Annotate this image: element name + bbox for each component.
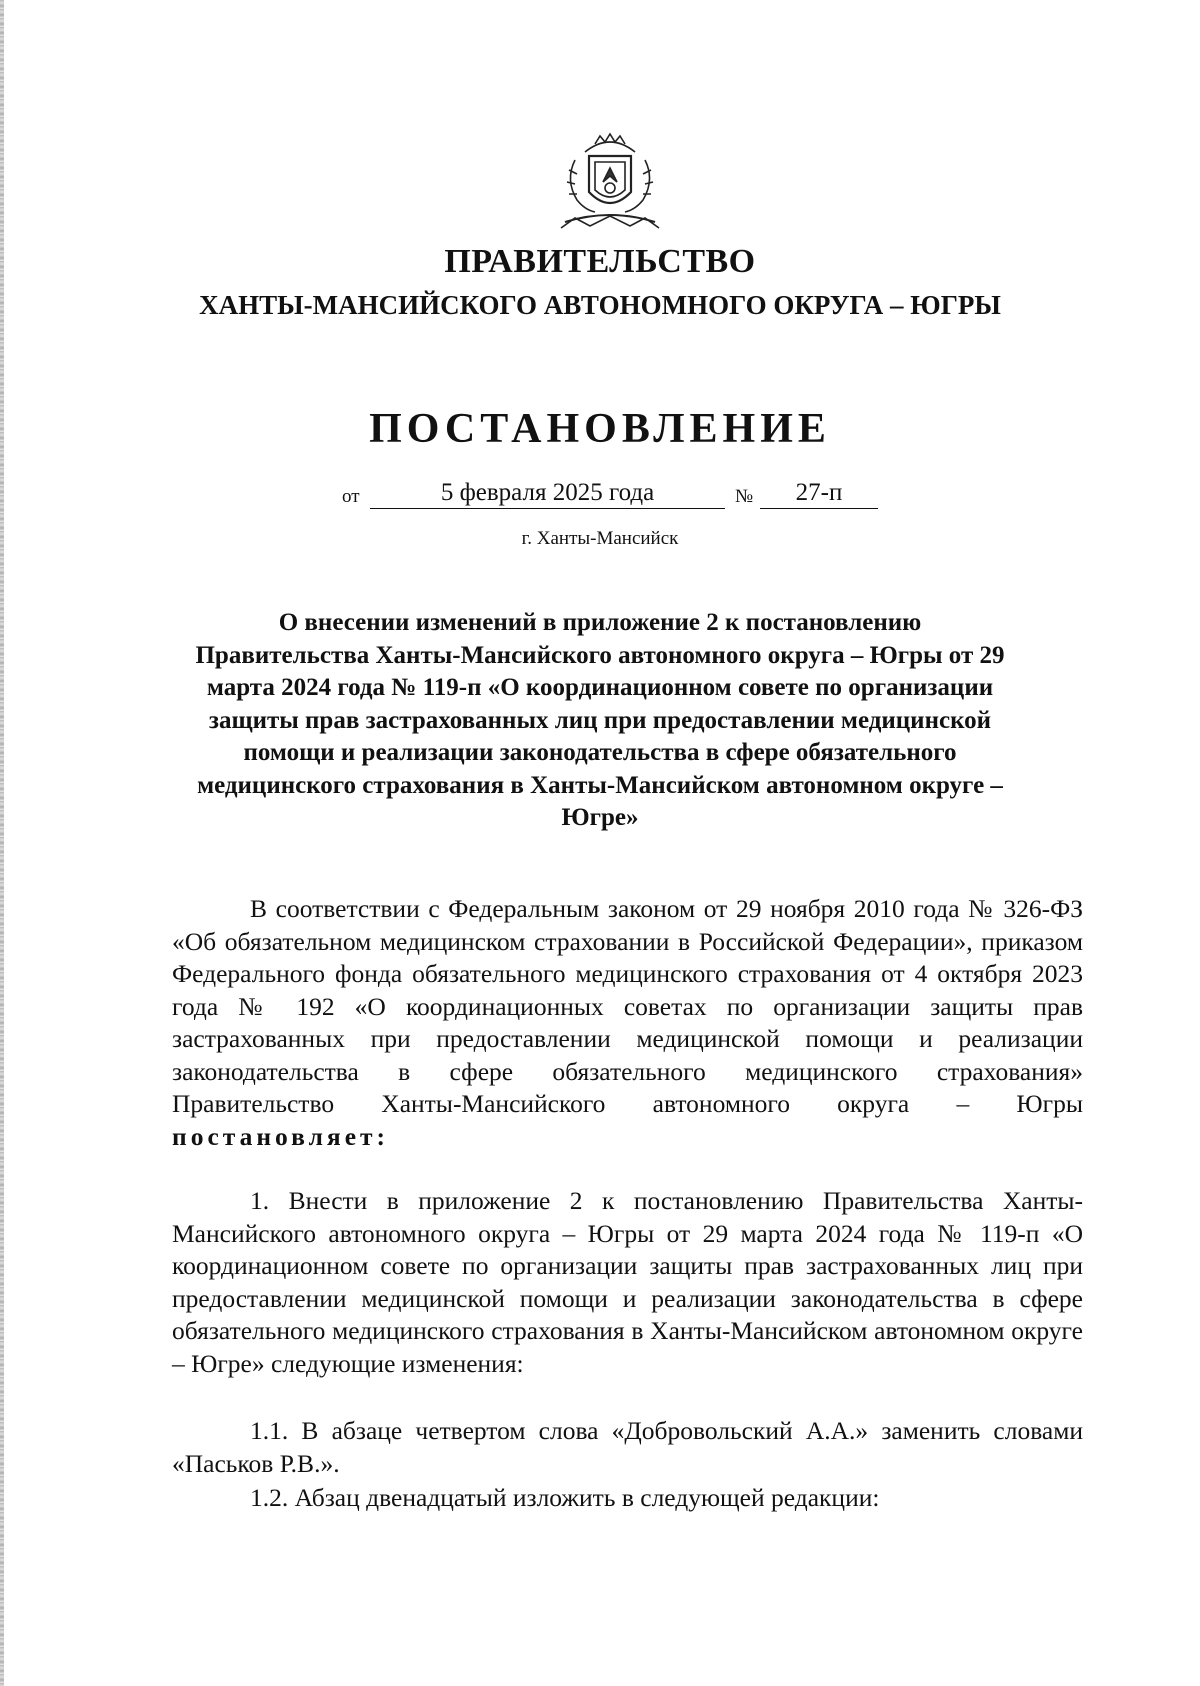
from-label: от [342,486,360,507]
item-1-1: 1.1. В абзаце четвертом слова «Добровольский А.А.» заменить словами «Паськов Р.В.». [172,1416,1083,1478]
decree-word: постановляет: [172,1121,390,1151]
document-date: 5 февраля 2025 года [370,478,725,509]
preamble-text: В соответствии с Федеральным законом от 29 ноября 2010 года № 326-ФЗ «Об обязательном медицинском страховании в Российской Федерации», приказом Федерального фонда обязательного медицинского страхования от 4 октября 2023 года № 192 «О координационных советах по организации защиты прав застрахованных при предоставлении медицинской помощи и реализации законодательства в сфере обязательного медицинского страхования» Правительство Ханты-Мансийского автономного округа – Югры [172,894,1083,1118]
number-label: № [735,486,754,507]
item-1-2: 1.2. Абзац двенадцатый изложить в следующей редакции: [250,1483,880,1512]
document-number: 27-п [760,478,878,509]
region-title: ХАНТЫ-МАНСИЙСКОГО АВТОНОМНОГО ОКРУГА – ЮГРЫ [199,290,1001,320]
preamble-paragraph [172,893,1083,1153]
date-number-line [0,478,1200,518]
item-1: 1. Внести в приложение 2 к постановлению Правительства Ханты-Мансийского автономного округа – Югры от 29 марта 2024 года № 119-п «О координационном совете по организации защиты прав застрахованных лиц при предоставлении медицинской помощи и реализации законодательства в сфере обязательного медицинского страхования в Ханты-Мансийском автономном округе – Югре» следующие изменения: [172,1186,1083,1378]
document-type-title: ПОСТАНОВЛЕНИЕ [369,406,831,452]
coat-of-arms-emblem [555,130,665,235]
document-subject: О внесении изменений в приложение 2 к постановлению Правительства Ханты-Мансийского автономного округа – Югры от 29 марта 2024 года № 119-п «О координационном совете по организации защиты прав застрахованных лиц при предоставлении медицинской помощи и реализации законодательства в сфере обязательного медицинского страхования в Ханты-Мансийском автономном округе – Югре» [195,609,1005,831]
government-title: ПРАВИТЕЛЬСТВО [444,243,756,280]
city-name: г. Ханты-Мансийск [521,528,679,549]
